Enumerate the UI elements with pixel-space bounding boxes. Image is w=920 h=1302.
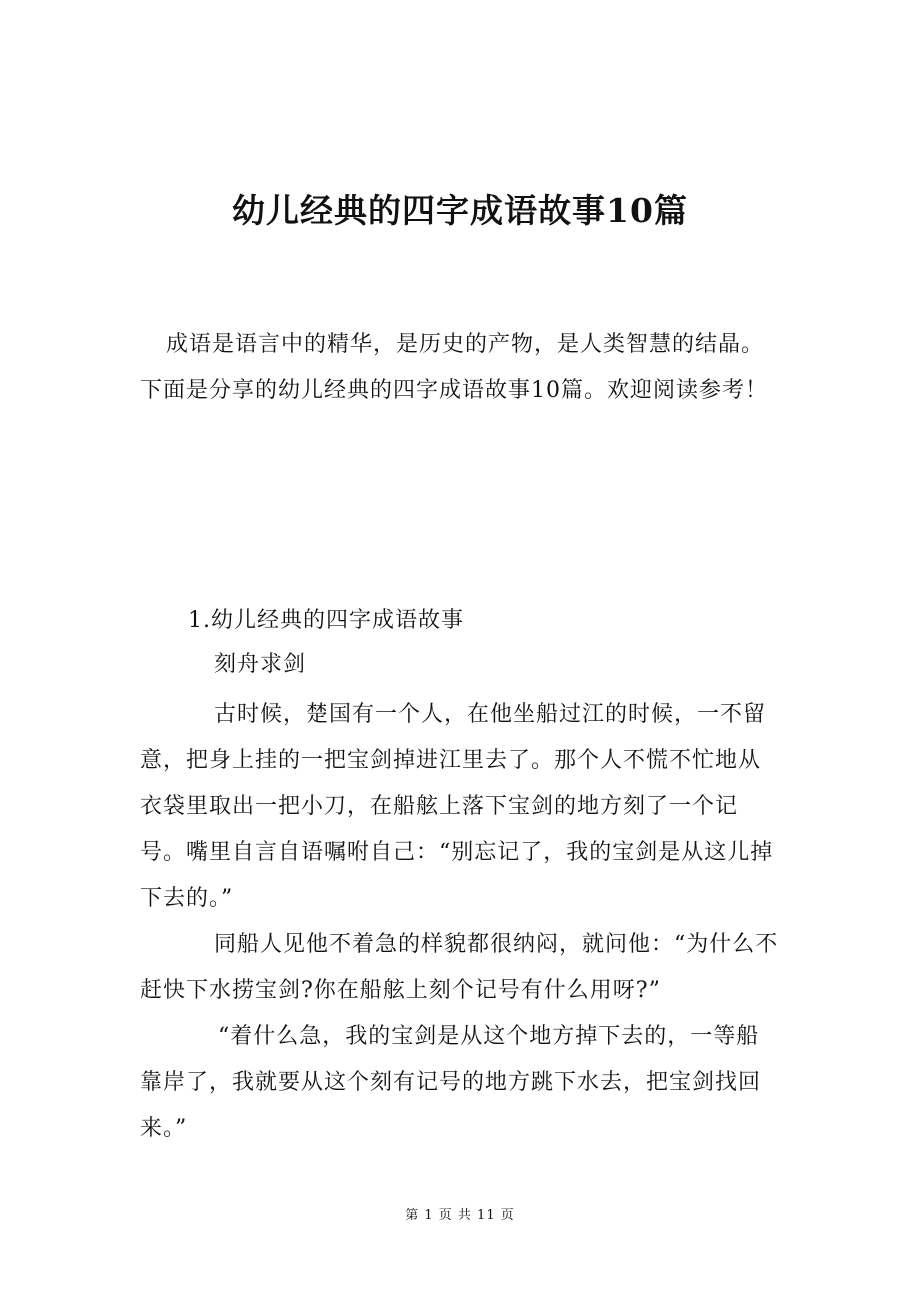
story-title: 刻舟求剑 <box>214 652 307 677</box>
story-paragraph: “着什么急，我的宝剑是从这个地方掉下去的，一等船靠岸了，我就要从这个刻有记号的地方跳下水去，把宝剑找回来。” <box>140 1024 762 1141</box>
document-title: 幼儿经典的四字成语故事10篇 <box>232 191 688 230</box>
section-heading: 1.幼儿经典的四字成语故事 <box>188 608 464 633</box>
story-paragraph: 古时候，楚国有一个人，在他坐船过江的时候，一不留意，把身上挂的一把宝剑掉进江里去了。那个人不慌不忙地从衣袋里取出一把小刀，在船舷上落下宝剑的地方刻了一个记号。嘴里自言自语嘱咐自己：“别忘记了，我的宝剑是从这儿掉下去的。” <box>140 702 774 911</box>
story-paragraph: 同船人见他不着急的样貌都很纳闷，就问他：“为什么不赶快下水捞宝剑?你在船舷上刻个记号有什么用呀?” <box>140 932 779 1003</box>
intro-paragraph: 成语是语言中的精华，是历史的产物，是人类智慧的结晶。下面是分享的幼儿经典的四字成语故事10篇。欢迎阅读参考！ <box>140 332 768 403</box>
page-footer: 第 1 页 共 11 页 <box>405 1208 515 1223</box>
